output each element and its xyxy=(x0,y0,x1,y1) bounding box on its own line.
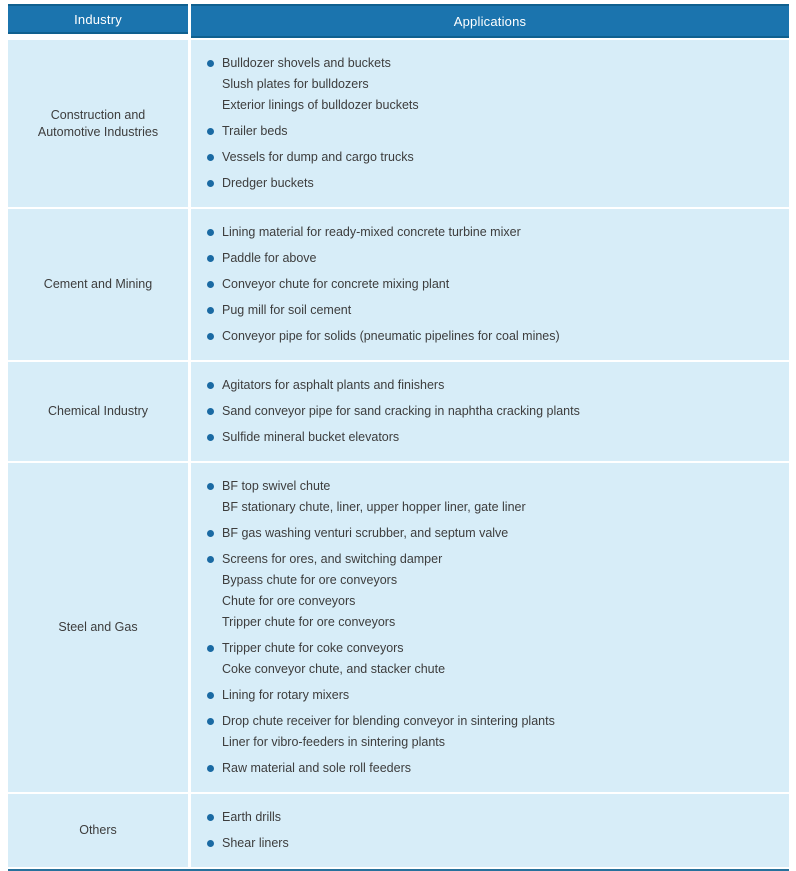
application-item xyxy=(207,523,779,544)
industry-cell xyxy=(8,362,188,461)
application-item xyxy=(207,570,779,591)
applications-cell xyxy=(191,209,789,360)
application-item xyxy=(207,222,779,243)
application-item xyxy=(207,300,779,321)
application-text: Bypass chute for ore conveyors xyxy=(222,573,398,587)
industry-label: Others xyxy=(79,823,117,837)
application-item xyxy=(207,121,779,142)
application-item xyxy=(207,476,779,497)
bullet-icon xyxy=(207,814,214,821)
application-text: Chute for ore conveyors xyxy=(222,594,356,608)
application-text: Earth drills xyxy=(222,810,282,824)
application-text: Sulfide mineral bucket elevators xyxy=(222,430,400,444)
application-text: BF stationary chute, liner, upper hopper liner, gate liner xyxy=(222,500,526,514)
application-item xyxy=(207,711,779,732)
application-group xyxy=(207,147,779,168)
bullet-icon xyxy=(207,692,214,699)
bullet-icon xyxy=(207,180,214,187)
application-group xyxy=(207,685,779,706)
application-group xyxy=(207,833,779,854)
application-item xyxy=(207,758,779,779)
application-text: BF gas washing venturi scrubber, and septum valve xyxy=(222,526,509,540)
industry-label: Construction and Automotive Industries xyxy=(37,107,159,139)
application-text: Paddle for above xyxy=(222,251,317,265)
application-group xyxy=(207,121,779,142)
applications-header-label: Applications xyxy=(453,13,527,29)
application-group xyxy=(207,401,779,422)
application-group xyxy=(207,638,779,680)
application-text: Screens for ores, and switching damper xyxy=(222,552,443,566)
application-group xyxy=(207,300,779,321)
application-item xyxy=(207,173,779,194)
industry-label: Steel and Gas xyxy=(58,620,138,634)
table-row xyxy=(8,209,789,360)
application-item xyxy=(207,248,779,269)
table-row xyxy=(8,40,789,207)
bullet-icon xyxy=(207,229,214,236)
industry-applications-table xyxy=(8,4,789,871)
application-group xyxy=(207,476,779,518)
application-item xyxy=(207,732,779,753)
application-item xyxy=(207,833,779,854)
application-group xyxy=(207,375,779,396)
bullet-icon xyxy=(207,154,214,161)
application-text: Pug mill for soil cement xyxy=(222,303,352,317)
application-text: Shear liners xyxy=(222,836,289,850)
application-item xyxy=(207,401,779,422)
application-item xyxy=(207,427,779,448)
application-group xyxy=(207,549,779,633)
application-text: Trailer beds xyxy=(222,124,288,138)
bullet-icon xyxy=(207,645,214,652)
application-text: Coke conveyor chute, and stacker chute xyxy=(222,662,446,676)
application-item xyxy=(207,638,779,659)
application-group xyxy=(207,248,779,269)
application-group xyxy=(207,274,779,295)
bullet-icon xyxy=(207,765,214,772)
bullet-icon xyxy=(207,840,214,847)
industry-cell xyxy=(8,794,188,867)
application-text: Vessels for dump and cargo trucks xyxy=(222,150,414,164)
application-item xyxy=(207,95,779,116)
application-text: Sand conveyor pipe for sand cracking in naphtha cracking plants xyxy=(222,404,580,418)
application-item xyxy=(207,807,779,828)
applications-cell xyxy=(191,40,789,207)
application-item xyxy=(207,685,779,706)
bullet-icon xyxy=(207,718,214,725)
application-text: Lining material for ready-mixed concrete turbine mixer xyxy=(222,225,521,239)
application-text: Raw material and sole roll feeders xyxy=(222,761,411,775)
industry-header-label: Industry xyxy=(74,11,122,27)
application-item xyxy=(207,74,779,95)
application-group xyxy=(207,807,779,828)
application-item xyxy=(207,612,779,633)
table-body xyxy=(8,40,789,867)
application-group xyxy=(207,53,779,116)
application-text: Tripper chute for ore conveyors xyxy=(222,615,396,629)
application-item xyxy=(207,147,779,168)
application-group xyxy=(207,711,779,753)
applications-cell xyxy=(191,362,789,461)
bullet-icon xyxy=(207,128,214,135)
application-group xyxy=(207,523,779,544)
industry-label: Chemical Industry xyxy=(47,404,149,418)
applications-column-header xyxy=(191,4,789,38)
application-text: Conveyor chute for concrete mixing plant xyxy=(222,277,450,291)
industry-label: Cement and Mining xyxy=(43,277,153,291)
applications-cell xyxy=(191,463,789,792)
table-row xyxy=(8,362,789,461)
bullet-icon xyxy=(207,434,214,441)
application-group xyxy=(207,222,779,243)
application-text: Lining for rotary mixers xyxy=(222,688,350,702)
table-row xyxy=(8,463,789,792)
application-item xyxy=(207,549,779,570)
bullet-icon xyxy=(207,483,214,490)
application-group xyxy=(207,173,779,194)
application-text: Drop chute receiver for blending conveyor in sintering plants xyxy=(222,714,555,728)
application-group xyxy=(207,758,779,779)
table-header-row xyxy=(8,4,789,38)
application-text: Conveyor pipe for solids (pneumatic pipelines for coal mines) xyxy=(222,329,560,343)
industry-cell xyxy=(8,40,188,207)
application-item xyxy=(207,497,779,518)
application-text: Dredger buckets xyxy=(222,176,314,190)
applications-cell xyxy=(191,794,789,867)
table-row xyxy=(8,794,789,867)
bullet-icon xyxy=(207,307,214,314)
application-item xyxy=(207,326,779,347)
industry-column-header xyxy=(8,4,188,34)
application-text: Agitators for asphalt plants and finishers xyxy=(222,378,445,392)
application-item xyxy=(207,659,779,680)
application-text: Liner for vibro-feeders in sintering plants xyxy=(222,735,446,749)
industry-cell xyxy=(8,463,188,792)
application-text: Slush plates for bulldozers xyxy=(222,77,369,91)
application-item xyxy=(207,591,779,612)
application-text: BF top swivel chute xyxy=(222,479,331,493)
application-text: Bulldozer shovels and buckets xyxy=(222,56,391,70)
bullet-icon xyxy=(207,408,214,415)
application-group xyxy=(207,427,779,448)
bullet-icon xyxy=(207,281,214,288)
industry-cell xyxy=(8,209,188,360)
bullet-icon xyxy=(207,60,214,67)
application-group xyxy=(207,326,779,347)
bullet-icon xyxy=(207,382,214,389)
bullet-icon xyxy=(207,333,214,340)
application-item xyxy=(207,53,779,74)
application-text: Exterior linings of bulldozer buckets xyxy=(222,98,419,112)
bullet-icon xyxy=(207,530,214,537)
bullet-icon xyxy=(207,255,214,262)
bullet-icon xyxy=(207,556,214,563)
application-item xyxy=(207,375,779,396)
application-item xyxy=(207,274,779,295)
application-text: Tripper chute for coke conveyors xyxy=(222,641,404,655)
